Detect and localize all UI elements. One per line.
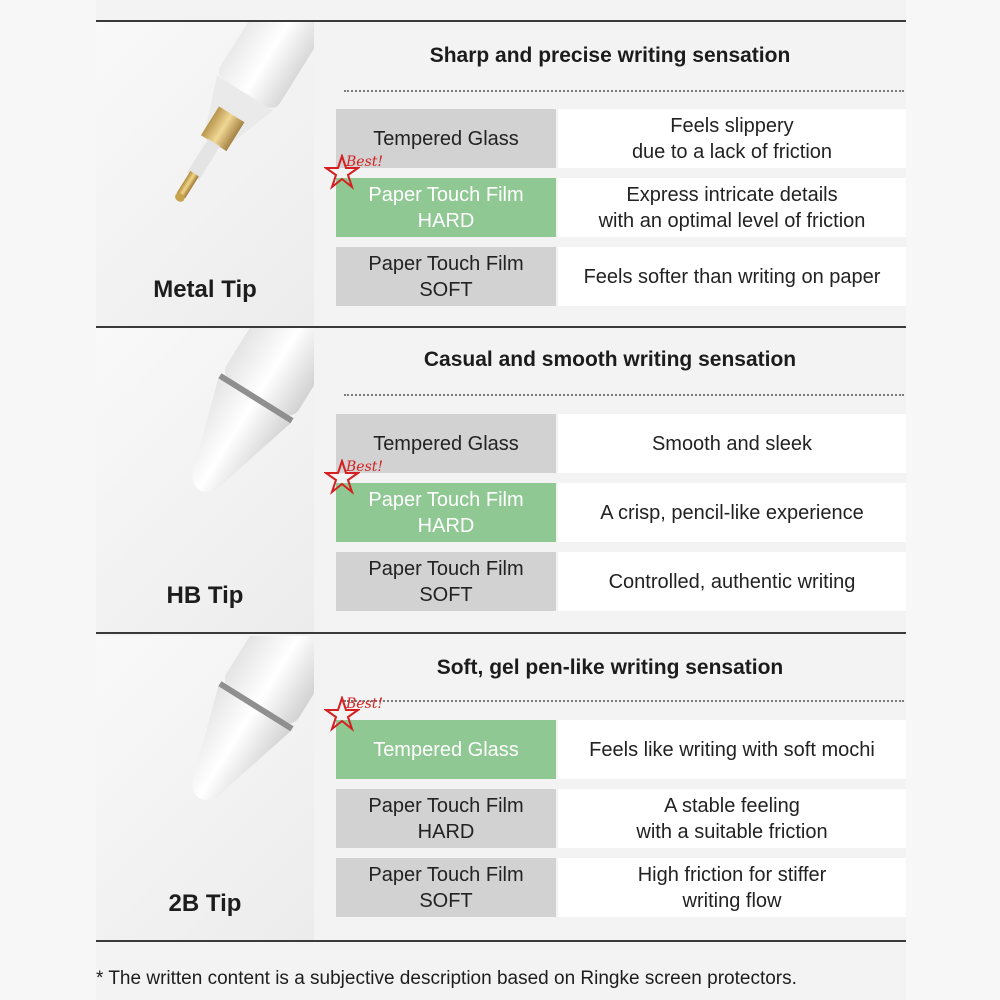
material-cell: Paper Touch Film HARD <box>336 789 556 848</box>
section-2b-tip <box>96 636 906 942</box>
section-title: Soft, gel pen-like writing sensation <box>436 656 784 679</box>
description-cell: Feels like writing with soft mochi <box>558 720 906 779</box>
material-cell: Tempered Glass <box>336 720 556 779</box>
comparison-row <box>336 858 906 917</box>
dotted-divider <box>344 90 904 92</box>
material-cell: Tempered Glass <box>336 109 556 168</box>
best-label: Best! <box>346 154 384 170</box>
best-label: Best! <box>346 459 384 475</box>
tip-label: 2B Tip <box>168 890 242 917</box>
tip-label: HB Tip <box>166 582 244 609</box>
comparison-row-best <box>336 696 906 779</box>
best-badge <box>324 154 404 194</box>
description-cell: Controlled, authentic writing <box>558 552 906 611</box>
section-title: Casual and smooth writing sensation <box>423 348 797 371</box>
comparison-row-best <box>336 154 906 237</box>
description-cell: Feels slippery due to a lack of friction <box>558 109 906 168</box>
description-cell: Feels softer than writing on paper <box>558 247 906 306</box>
comparison-row <box>336 414 906 473</box>
description-cell: Smooth and sleek <box>558 414 906 473</box>
best-badge <box>324 696 404 736</box>
tip-label: Metal Tip <box>153 276 257 303</box>
material-cell: Paper Touch Film SOFT <box>336 552 556 611</box>
dotted-divider <box>344 700 904 702</box>
pen-image-2b-tip <box>96 636 314 940</box>
description-cell: A stable feeling with a suitable friction <box>558 789 906 848</box>
comparison-row <box>336 789 906 848</box>
comparison-panel <box>314 22 906 326</box>
material-cell: Tempered Glass <box>336 414 556 473</box>
section-metal-tip <box>96 22 906 328</box>
description-cell: A crisp, pencil-like experience <box>558 483 906 542</box>
dotted-divider <box>344 394 904 396</box>
section-title: Sharp and precise writing sensation <box>429 44 791 67</box>
material-cell: Paper Touch Film SOFT <box>336 247 556 306</box>
comparison-panel <box>314 328 906 632</box>
footnote: * The written content is a subjective description based on Ringke screen protectors. <box>96 968 797 989</box>
pen-image-metal-tip <box>96 22 314 326</box>
comparison-panel <box>314 636 906 940</box>
best-badge <box>324 459 404 499</box>
comparison-row <box>336 247 906 306</box>
material-cell: Paper Touch Film SOFT <box>336 858 556 917</box>
comparison-row <box>336 109 906 168</box>
material-cell: Paper Touch Film HARD <box>336 178 556 237</box>
comparison-row-best <box>336 459 906 542</box>
section-hb-tip <box>96 328 906 634</box>
description-cell: High friction for stiffer writing flow <box>558 858 906 917</box>
best-label: Best! <box>346 696 384 712</box>
description-cell: Express intricate details with an optimal level of friction <box>558 178 906 237</box>
pen-image-hb-tip <box>96 328 314 632</box>
material-cell: Paper Touch Film HARD <box>336 483 556 542</box>
comparison-row <box>336 552 906 611</box>
